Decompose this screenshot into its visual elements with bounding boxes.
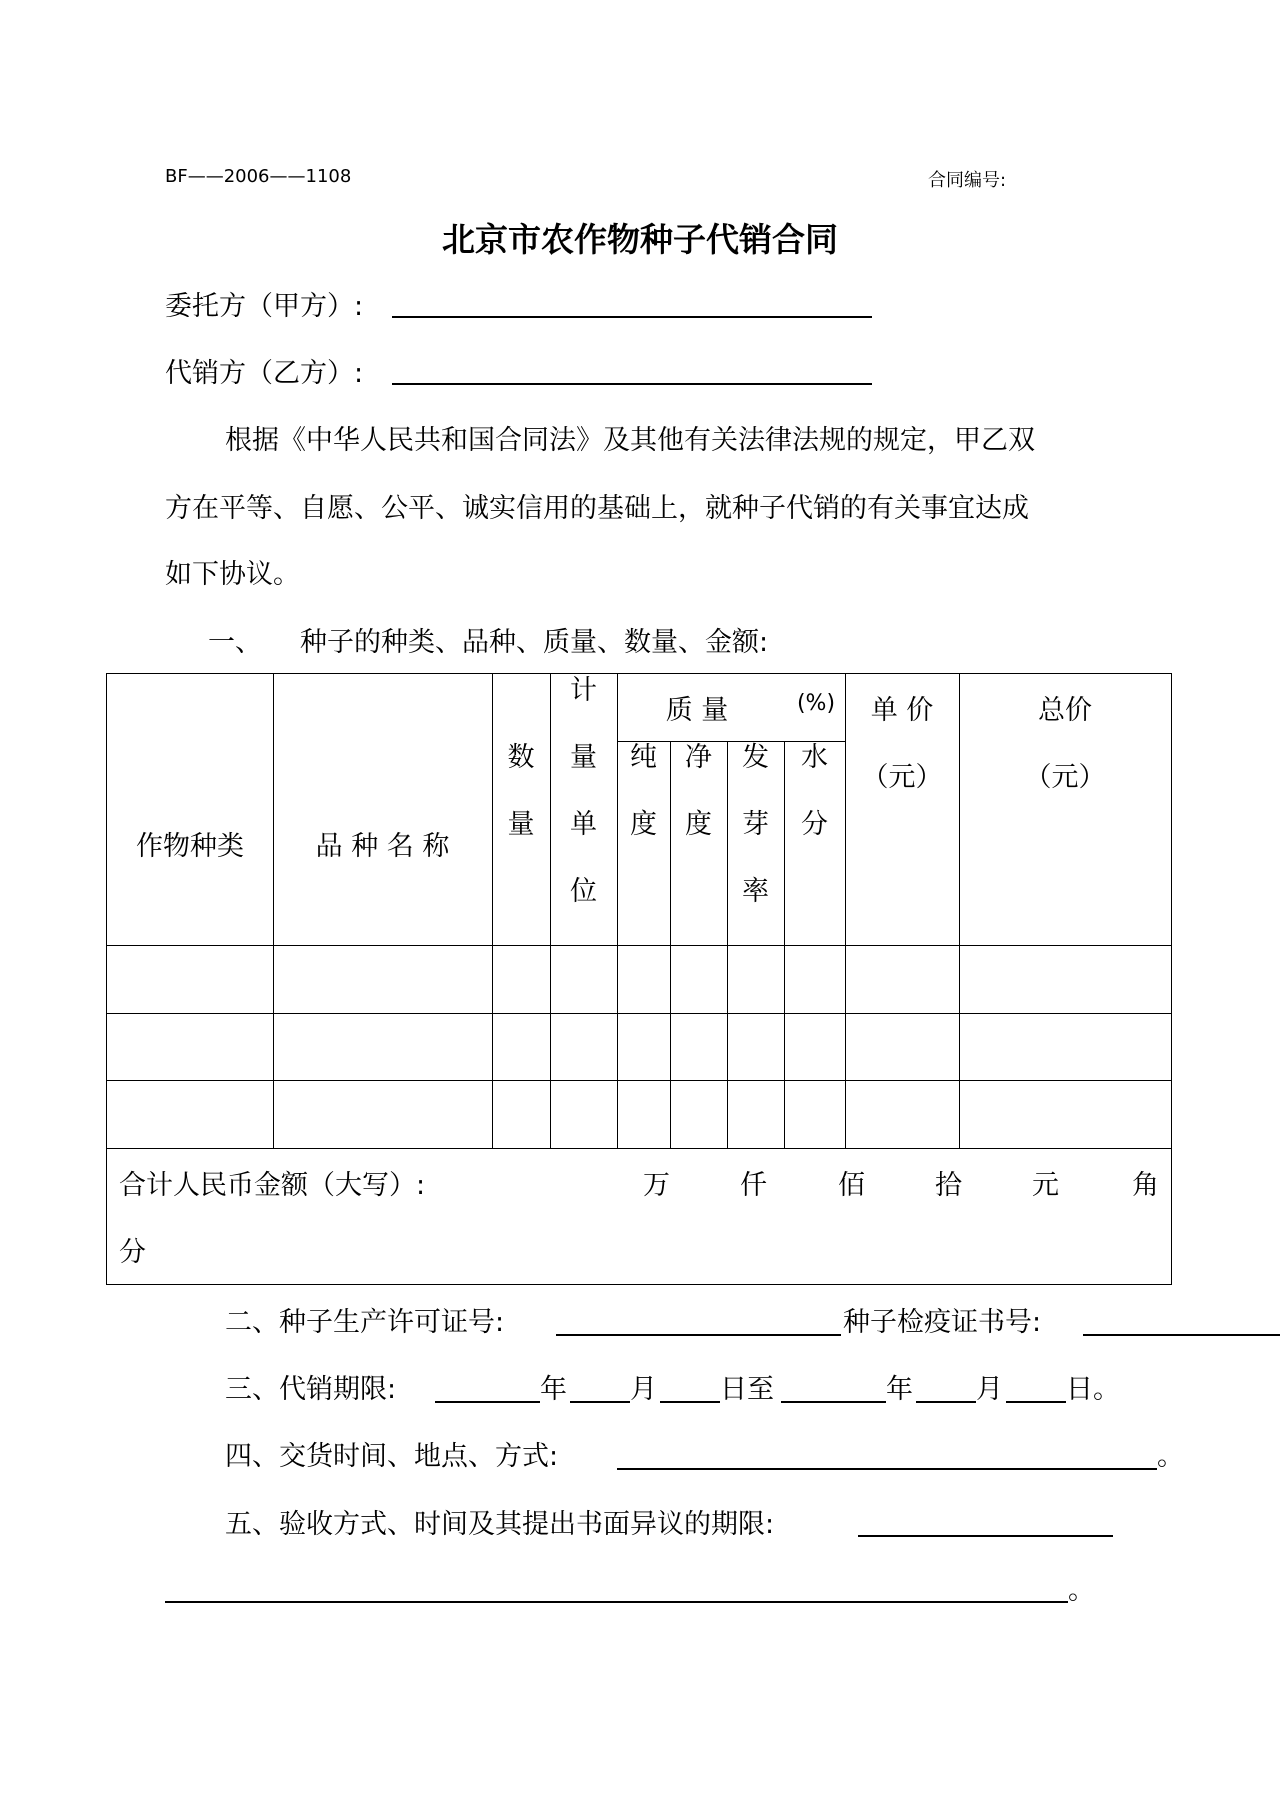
start-year-text: 年 (540, 1374, 567, 1405)
acceptance-field-1[interactable] (858, 1535, 1113, 1537)
section3-label: 三、代销期限: (225, 1374, 397, 1405)
contract-number-label: 合同编号: (928, 170, 1007, 191)
amount-unit-shi: 拾 (935, 1170, 962, 1201)
amount-unit-fen: 分 (119, 1237, 146, 1268)
acceptance-field-2[interactable] (165, 1601, 1068, 1603)
end-day-field[interactable] (1006, 1401, 1066, 1403)
amount-unit-qian: 仟 (740, 1170, 767, 1201)
document-title: 北京市农作物种子代销合同 (442, 220, 838, 259)
total-amount-label: 合计人民币金额（大写）: (119, 1170, 426, 1201)
section1-heading: 种子的种类、品种、质量、数量、金额: (300, 627, 769, 658)
section4-end: 。 (1157, 1441, 1184, 1472)
header-moisture: 水 分 (801, 742, 828, 840)
header-germination: 发 芽 率 (742, 742, 769, 907)
end-year-text: 年 (886, 1374, 913, 1405)
header-total-unit: （元） (1024, 762, 1106, 793)
end-month-field[interactable] (916, 1401, 976, 1403)
document-code: BF——2006——1108 (165, 166, 352, 187)
header-measure-unit: 计 量 单 位 (570, 675, 597, 907)
end-year-field[interactable] (781, 1401, 886, 1403)
start-day-text: 日至 (720, 1374, 774, 1405)
header-quality-group: 质 量 (665, 695, 729, 726)
party-a-label: 委托方（甲方）: (165, 291, 364, 322)
amount-unit-yuan: 元 (1032, 1170, 1059, 1201)
party-b-label: 代销方（乙方）: (165, 358, 364, 389)
delivery-field[interactable] (617, 1468, 1157, 1470)
section5-label: 五、验收方式、时间及其提出书面异议的期限: (225, 1509, 775, 1540)
seed-table (106, 673, 1172, 1285)
header-unit-price: 单 价 (870, 695, 934, 726)
amount-unit-jiao: 角 (1132, 1170, 1159, 1201)
end-month-text: 月 (976, 1374, 1003, 1405)
section4-label: 四、交货时间、地点、方式: (225, 1441, 559, 1472)
license-number-field[interactable] (556, 1334, 841, 1336)
header-purity: 纯 度 (630, 742, 657, 840)
amount-unit-wan: 万 (643, 1170, 670, 1201)
start-year-field[interactable] (435, 1401, 540, 1403)
header-quantity: 数 量 (507, 742, 535, 840)
header-cleanness: 净 度 (685, 742, 712, 840)
section2-license-label: 二、种子生产许可证号: (225, 1307, 505, 1338)
section5-end: 。 (1068, 1575, 1095, 1606)
party-b-field[interactable] (392, 383, 872, 385)
intro-line-3: 如下协议。 (165, 559, 300, 590)
header-total: 总价 (1038, 695, 1092, 726)
header-crop-type: 作物种类 (136, 831, 244, 862)
intro-line-2: 方在平等、自愿、公平、诚实信用的基础上，就种子代销的有关事宜达成 (165, 493, 1029, 524)
start-month-field[interactable] (570, 1401, 630, 1403)
party-a-field[interactable] (392, 316, 872, 318)
intro-line-1: 根据《中华人民共和国合同法》及其他有关法律法规的规定，甲乙双 (225, 425, 1035, 456)
start-month-text: 月 (630, 1374, 657, 1405)
end-day-text: 日。 (1066, 1374, 1120, 1405)
header-quality-percent: (%) (796, 691, 836, 716)
start-day-field[interactable] (660, 1401, 720, 1403)
header-variety-name: 品 种 名 称 (315, 831, 450, 862)
section2-quarantine-label: 种子检疫证书号: (843, 1307, 1042, 1338)
amount-unit-bai: 佰 (838, 1170, 865, 1201)
section1-number: 一、 (208, 627, 262, 658)
quarantine-number-field[interactable] (1083, 1334, 1280, 1336)
header-unit-price-unit: （元） (861, 762, 943, 793)
